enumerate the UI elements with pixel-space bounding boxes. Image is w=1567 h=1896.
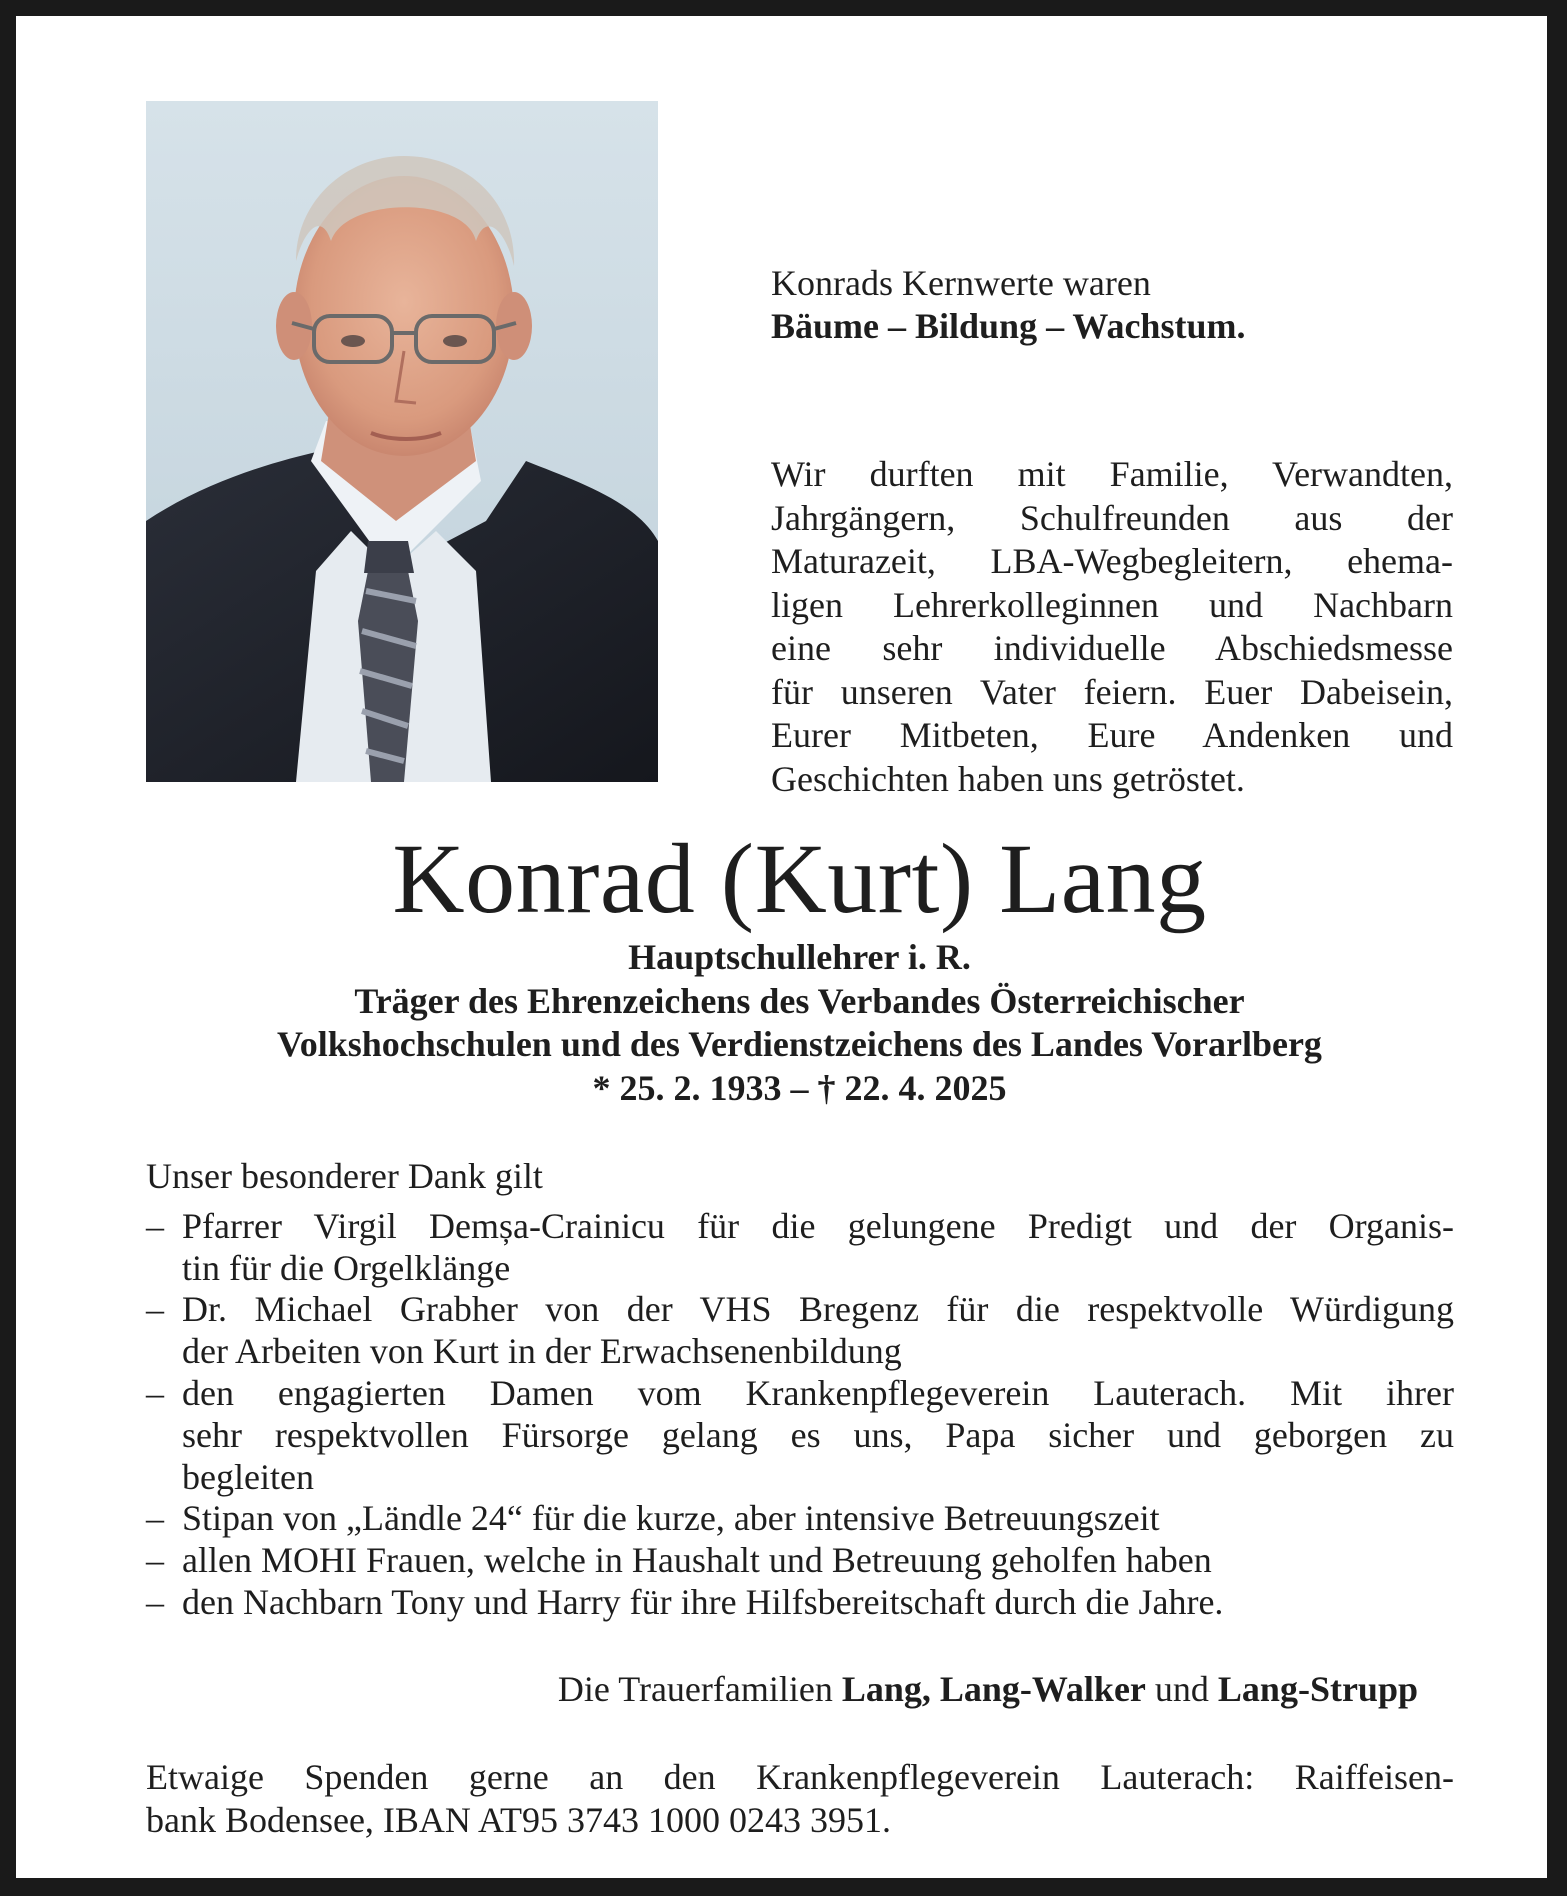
paragraph-line: Geschichten haben uns getröstet.: [771, 758, 1245, 799]
paragraph-line: ligen Lehrerkolleginnen und Nachbarn: [771, 584, 1453, 625]
donation-note: [146, 1756, 1454, 1842]
list-item-line: begleiten: [182, 1456, 314, 1497]
list-dash: –: [146, 1540, 164, 1581]
families-prefix: Die Trauerfamilien: [557, 1669, 833, 1709]
list-item-line: den Nachbarn Tony und Harry für ihre Hilfsbereitschaft durch die Jahre.: [182, 1581, 1224, 1622]
family-names: Lang, Lang-Walker: [841, 1669, 1146, 1709]
list-dash: –: [146, 1498, 164, 1539]
list-dash: –: [146, 1581, 164, 1622]
list-item-line: den engagierten Damen vom Krankenpflegeverein Lauterach. Mit ihrer: [182, 1372, 1454, 1413]
list-item: [146, 1206, 1454, 1290]
list-dash: –: [146, 1289, 164, 1330]
portrait-photo: [146, 101, 658, 782]
donation-line: Etwaige Spenden gerne an den Krankenpflegeverein Lauterach: Raiffeisen-: [146, 1757, 1454, 1797]
list-item: [146, 1540, 1454, 1582]
list-item-line: Pfarrer Virgil Demșa-Crainicu für die gelungene Predigt und der Organis-: [182, 1205, 1454, 1246]
titles-block: [16, 936, 1567, 1110]
family-names: Lang-Strupp: [1217, 1669, 1418, 1709]
core-values: [771, 262, 1451, 348]
thanks-heading: Unser besonderer Dank gilt: [146, 1156, 543, 1196]
list-dash: –: [146, 1205, 164, 1246]
list-item-line: der Arbeiten von Kurt in der Erwachsenenbildung: [182, 1331, 902, 1372]
donation-line: bank Bodensee, IBAN AT95 3743 1000 0243 3951.: [146, 1800, 891, 1840]
paragraph-line: Jahrgängern, Schulfreunden aus der: [771, 497, 1453, 538]
families-conjunction: und: [1154, 1669, 1209, 1709]
paragraph-line: Eurer Mitbeten, Eure Andenken und: [771, 715, 1453, 755]
list-item-line: tin für die Orgelklänge: [182, 1247, 511, 1288]
deceased-name: Konrad (Kurt) Lang: [392, 823, 1207, 934]
core-values-list: Bäume – Bildung – Wachstum.: [771, 306, 1246, 346]
core-values-intro: Konrads Kernwerte waren: [771, 263, 1151, 303]
list-item: [146, 1498, 1454, 1540]
honor-line: Träger des Ehrenzeichens des Verbandes Österreichischer: [354, 980, 1245, 1021]
paragraph-line: eine sehr individuelle Abschiedsmesse: [771, 628, 1453, 668]
list-dash: –: [146, 1372, 164, 1413]
list-item-line: Stipan von „Ländle 24“ für die kurze, aber intensive Betreuungszeit: [182, 1498, 1160, 1539]
portrait-photo-graphic: [146, 101, 658, 782]
list-item-line: sehr respektvollen Fürsorge gelang es uns, Papa sicher und geborgen zu: [182, 1414, 1454, 1455]
thanks-list: [146, 1156, 1454, 1624]
list-item: [146, 1373, 1454, 1498]
list-item-line: allen MOHI Frauen, welche in Haushalt und Betreuung geholfen haben: [182, 1540, 1212, 1581]
paragraph-line: Maturazeit, LBA-Wegbegleitern, ehema-: [771, 541, 1453, 581]
list-item: [146, 1289, 1454, 1373]
list-item-line: Dr. Michael Grabher von der VHS Bregenz für die respektvolle Würdigung: [182, 1289, 1454, 1330]
paragraph-line: Wir durften mit Familie, Verwandten,: [771, 454, 1453, 494]
life-dates: * 25. 2. 1933 – † 22. 4. 2025: [592, 1067, 1007, 1108]
occupation: Hauptschullehrer i. R.: [628, 937, 971, 977]
mourning-families: [558, 1668, 1418, 1711]
honor-line: Volkshochschulen und des Verdienstzeichens des Landes Vorarlberg: [277, 1024, 1322, 1064]
farewell-mass-paragraph: [771, 453, 1453, 801]
paragraph-line: für unseren Vater feiern. Euer Dabeisein,: [771, 671, 1453, 712]
list-item: [146, 1582, 1454, 1624]
